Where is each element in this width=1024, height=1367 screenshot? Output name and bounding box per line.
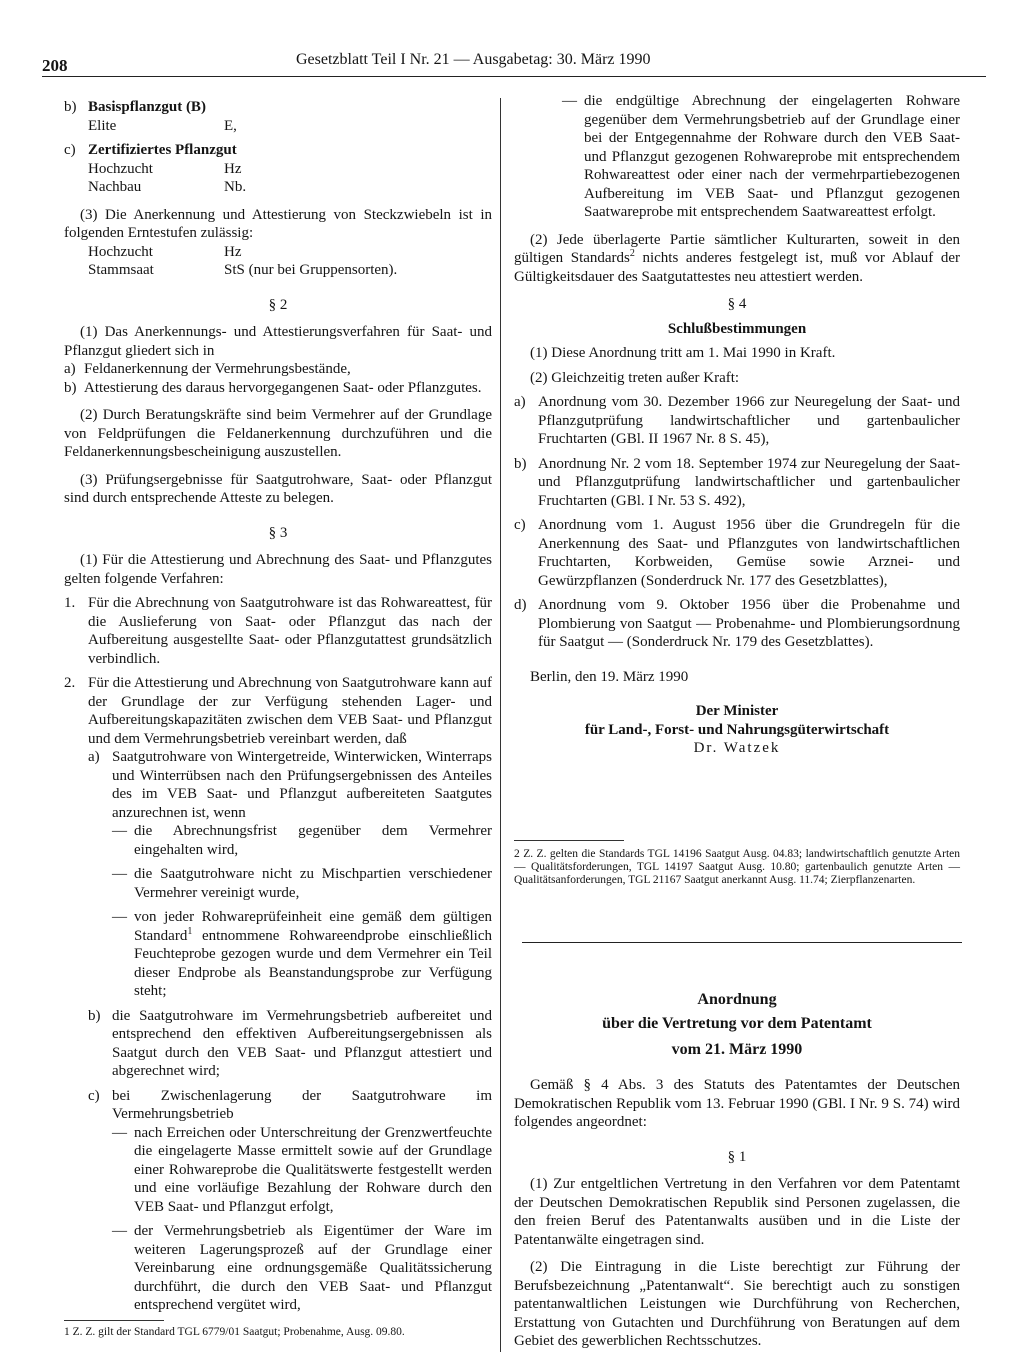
ordinance-paragraph-1: (1) Zur entgeltlichen Vertretung in den Verfahren vor dem Patentamt der Deutschen Demokratischen Republik sind Personen zugelassen, die den freien Beruf des Patentanwalts ausüben und in die Liste der Patentanwälte eingetragen sind.: [514, 1176, 960, 1248]
dash-item-text: nach Erreichen oder Unterschreitung der Grenzwertfeuchte die eingelagerte Masse ermittelt sowie auf der Grundlage einer Rohwareprobe die Qualitätswerte festgestellt werden und eine vorläufige Bezahlung der Rohware durch den VEB Saat- und Pflanzgut erfolgt,: [134, 1124, 492, 1215]
crop-name: Hochzucht: [88, 160, 153, 177]
crop-row: [88, 261, 492, 280]
dash-item-text: der Vermehrungsbetrieb als Eigentümer der Ware im weiteren Lagerungsprozeß auf der Grundlage einer Vereinbarung eine ordnungsgemäße Qualitätssicherung durchführt, die durch den VEB Saat- und Pflanzgut entsprechend vergütet wird,: [134, 1223, 492, 1313]
list-item-label: b): [64, 379, 77, 396]
section-2-paragraph-2: (2) Durch Beratungskräfte sind beim Vermehrer auf der Grundlage von Feldprüfungen die Feldanerkennung durchzuführen und die Feldanerkennungsbescheinigung auszustellen.: [64, 407, 492, 460]
paragraph-text-pre: (2) Jede überlagerte Partie sämtlicher Kulturarten, soweit in den gültigen Standards: [514, 231, 960, 266]
section-3-paragraph-2: [514, 231, 960, 287]
second-ordinance: [514, 990, 960, 1351]
sublist-item-label: b): [88, 1007, 101, 1024]
page-number: 208: [42, 56, 68, 75]
section-4-heading: Schlußbestimmungen: [667, 320, 807, 337]
crop-abbr: E,: [224, 117, 237, 134]
crop-abbr: Nb.: [224, 179, 247, 195]
list-item-label: a): [514, 394, 526, 410]
dash-text-post: entnommene Rohwareendprobe einschließlich Feuchteprobe gezogen wurde und dem Vermehrer ein Teil dieser Endprobe als Beanstandungsprobe zur Verfügung steht;: [134, 927, 492, 999]
crop-row: [88, 243, 492, 262]
section-4-paragraph-2: (2) Gleichzeitig treten außer Kraft:: [530, 369, 740, 386]
list-item-text: Anordnung vom 30. Dezember 1966 zur Neuregelung der Saat- und Pflanzgutprüfung landwirtschaftlicher und gartenbaulicher Fruchtarten (GBl. II 1967 Nr. 8 S. 45),: [538, 394, 960, 447]
crop-row: [88, 178, 492, 197]
subsection-c-label: c): [64, 142, 76, 158]
running-title: Gesetzblatt Teil I Nr. 21 — Ausgabetag: 30. März 1990: [296, 51, 651, 68]
dash-mark: —: [112, 1223, 127, 1239]
list-item-label: c): [514, 517, 526, 533]
footnote-1: 1 Z. Z. gilt der Standard TGL 6779/01 Saatgut; Probenahme, Ausg. 09.80.: [64, 1326, 405, 1338]
section-2-title: § 2: [268, 296, 288, 313]
sublist-item-text: bei Zwischenlagerung der Saatgutrohware im Vermehrungsbetrieb: [112, 1087, 492, 1122]
dash-item: [562, 92, 960, 222]
crop-name: Stammsaat: [88, 262, 154, 278]
subsection-c: [64, 141, 492, 160]
left-column: [64, 98, 492, 1315]
footnote-2: 2 Z. Z. gelten die Standards TGL 14196 Saatgut Ausg. 04.83; landwirtschaftlich genutzte Arten — Qualitätsforderungen, TGL 14197 Saatgut Ausg. 10.80; gartenbaulich genutzte Arten — Qualitätsanforderungen, TGL 21167 Saatgut anerkannt Ausg. 11.74; Zierpflanzenarten.: [514, 848, 960, 886]
signatory-ministry: für Land-, Forst- und Nahrungsgüterwirtschaft: [584, 721, 890, 738]
dash-item: [112, 1124, 492, 1217]
list-item-label: 1.: [64, 595, 76, 611]
list-item: [64, 594, 492, 668]
dash-mark: —: [562, 93, 577, 109]
crop-name: Nachbau: [88, 179, 142, 195]
ordinance-title: Anordnung: [697, 991, 777, 1008]
sublist-item: [88, 748, 492, 822]
sublist-item-label: c): [88, 1087, 100, 1104]
list-item: [514, 393, 960, 449]
column-divider: [500, 98, 501, 1352]
crop-abbr: Hz: [224, 160, 242, 177]
list-item: [64, 379, 492, 398]
section-4-paragraph-1: (1) Diese Anordnung tritt am 1. Mai 1990 in Kraft.: [530, 345, 836, 361]
dash-text-pre: von jeder Rohwareprüfeinheit eine gemäß dem gültigen Standard: [134, 909, 492, 944]
section-3-paragraph-1: (1) Für die Attestierung und Abrechnung des Saat- und Pflanzgutes gelten folgende Verfahren:: [64, 552, 492, 587]
crop-name: Hochzucht: [88, 243, 153, 260]
sublist-item-label: a): [88, 749, 100, 765]
list-item-label: d): [514, 597, 527, 613]
dash-item: [112, 822, 492, 859]
list-item-text: Anordnung vom 9. Oktober 1956 über die Probenahme und Plombierung von Saatgut — Probenahme- und Plombierungsordnung für Saatgut — (Sonderdruck Nr. 179 des Gesetzblattes).: [538, 597, 960, 650]
place-date: Berlin, den 19. März 1990: [530, 668, 689, 685]
dash-item-text: [134, 908, 492, 1001]
list-item-text: Feldanerkennung der Vermehrungsbestände,: [84, 361, 351, 377]
dash-item: [112, 865, 492, 902]
signatory-title: Der Minister: [695, 703, 779, 719]
subsection-b: [64, 98, 492, 117]
ordinance-separator: [522, 942, 962, 943]
subsection-b-label: b): [64, 99, 77, 115]
dash-mark: —: [112, 1124, 127, 1141]
dash-item-text: die Abrechnungsfrist gegenüber dem Vermehrer eingehalten wird,: [134, 823, 492, 858]
dash-mark: —: [112, 823, 127, 839]
crop-row: [88, 160, 492, 179]
ordinance-section-1-title: § 1: [727, 1148, 747, 1165]
list-item: [514, 596, 960, 652]
section-4-title: § 4: [727, 296, 747, 312]
dash-item: [112, 908, 492, 1001]
header-rule: [42, 76, 986, 77]
subsection-c-title: Zertifiziertes Pflanzgut: [88, 142, 237, 158]
crop-row: [88, 117, 492, 136]
section-2-paragraph-1: (1) Das Anerkennungs- und Attestierungsverfahren für Saat- und Pflanzgut gliedert sich in: [64, 324, 492, 359]
ordinance-subject: über die Vertretung vor dem Patentamt: [602, 1015, 872, 1032]
subsection-b-title: Basispflanzgut (B): [88, 99, 206, 115]
dash-item-text: die Saatgutrohware nicht zu Mischpartien verschiedener Vermehrer vereinigt wurde,: [134, 866, 492, 901]
footnote-rule-left: [64, 1320, 164, 1321]
crop-abbr: Hz: [224, 243, 242, 260]
list-item-text: Anordnung vom 1. August 1956 über die Grundregeln für die Anerkennung des Saat- und Pflanzgutes von landwirtschaftlichen Fruchtarten, Korbweiden, Gemüse sowie Arznei- und Gewürzpflanzen (Sonderdruck Nr. 177 des Gesetzblattes),: [538, 517, 960, 589]
list-item: [64, 674, 492, 748]
footnote-ref-1: 1: [187, 925, 193, 937]
list-item-label: a): [64, 361, 76, 377]
crop-name: Elite: [88, 117, 117, 134]
paragraph-text-post: nichts anderes festgelegt ist, muß vor Ablauf der Gültigkeitsdauer des Saatgutattestes neu attestiert werden.: [514, 250, 960, 285]
list-item-text: Für die Abrechnung von Saatgutrohware ist das Rohwareattest, für die Auslieferung von Saat- oder Pflanzgut das nach der Aufbereitung ausgestellte Saat- oder Pflanzgutattest grundsätzlich verbindlich.: [88, 595, 492, 667]
crop-abbr: StS (nur bei Gruppensorten).: [224, 262, 398, 278]
list-item-text: Attestierung des daraus hervorgegangenen Saat- oder Pflanzgutes.: [84, 379, 482, 396]
ordinance-intro: Gemäß § 4 Abs. 3 des Statuts des Patentamtes der Deutschen Demokratischen Republik vom 13. Februar 1990 (GBl. I Nr. 9 S. 74) wird folgendes angeordnet:: [514, 1077, 960, 1130]
signatory-name: Dr. Watzek: [693, 740, 781, 756]
footnote-rule-right: [514, 840, 624, 841]
list-item-text: Anordnung Nr. 2 vom 18. September 1974 zur Neuregelung der Saat- und Pflanzgutprüfung landwirtschaftlicher und gartenbaulicher Fruchtarten (GBl. I Nr. 53 S. 492),: [538, 455, 960, 509]
sublist-item: [88, 1087, 492, 1124]
ordinance-paragraph-2: (2) Die Eintragung in die Liste berechtigt zur Führung der Berufsbezeichnung „Patentanwalt“. Sie berechtigt auch zu sonstigen patentanwaltlichen Leistungen wie Durchführung von Recherchen, Erstattung von Gutachten und Durchführung von Beratungen auf dem Gebiet des gewerblichen Rechtsschutzes.: [514, 1259, 960, 1349]
paragraph-3: (3) Die Anerkennung und Attestierung von Steckzwiebeln ist in folgenden Erntestufen zulässig:: [64, 206, 492, 241]
list-item-label: 2.: [64, 675, 76, 691]
section-3-title: § 3: [268, 524, 288, 541]
sublist-item-text: die Saatgutrohware im Vermehrungsbetrieb aufbereitet und entsprechend den effektiven Aufbereitungsergebnissen als Saatgut durch den VEB Saat- und Pflanzgut attestiert und abgerechnet wird;: [112, 1007, 492, 1079]
list-item-text: Für die Attestierung und Abrechnung von Saatgutrohware kann auf der Grundlage der zur Verfügung stehenden Lager- und Aufbereitungskapazitäten zwischen dem VEB Saat- und Pflanzgut und dem Vermehrungsbetrieb vereinbart werden, daß: [88, 675, 492, 747]
dash-mark: —: [112, 909, 127, 925]
list-item: [514, 516, 960, 590]
sublist-item-text: Saatgutrohware von Wintergetreide, Winterwicken, Winterraps und Winterrübsen nach den Prüfungsergebnissen des Anteiles des im VEB Saat- und Pflanzgut aufbereiteten Saatgutes anzurechnen ist, wenn: [112, 749, 492, 821]
list-item-label: b): [514, 455, 527, 472]
dash-item-text: die endgültige Abrechnung der eingelagerten Rohware gegenüber dem Vermehrungsbetrieb auf der Grundlage einer bei der Entgegennahme der Rohware durch den VEB Saat- und Pflanzgut gezogenen Rohwareprobe mit entsprechendem Rohwareattest oder einer nach der vermehrpartiebezogenen Aufbereitung im VEB Saat- und Pflanzgut gezogenen Saatwareprobe mit entsprechendem Saatwareattest erfolgt.: [584, 93, 960, 220]
list-item: [514, 455, 960, 511]
footnote-ref-2: 2: [629, 248, 635, 259]
dash-mark: —: [112, 866, 127, 882]
right-column: [514, 92, 960, 758]
sublist-item: [88, 1007, 492, 1081]
ordinance-date: vom 21. März 1990: [671, 1041, 803, 1058]
list-item: [64, 360, 492, 379]
section-2-paragraph-3: (3) Prüfungsergebnisse für Saatgutrohware, Saat- oder Pflanzgut sind durch entsprechende Atteste zu belegen.: [64, 471, 492, 506]
dash-item: [112, 1222, 492, 1315]
